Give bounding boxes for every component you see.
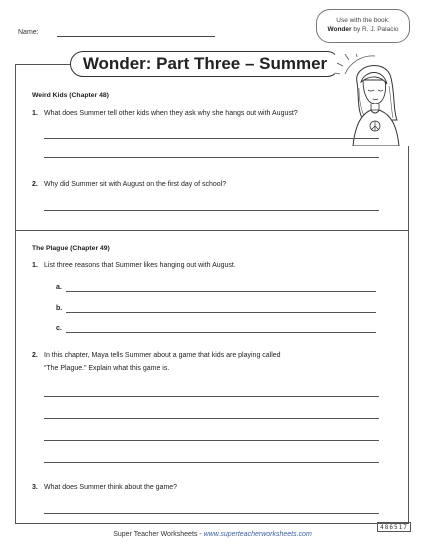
answer-line[interactable] [44, 157, 379, 158]
answer-line[interactable] [44, 396, 379, 397]
question-2-3 [32, 484, 177, 491]
book-info-line2 [317, 25, 409, 34]
answer-line[interactable] [44, 418, 379, 419]
question-2-1 [32, 262, 236, 269]
book-info-line1: Use with the book: [336, 17, 390, 24]
section-divider [15, 230, 409, 231]
question-1-2 [32, 181, 226, 188]
question-1-1 [32, 110, 298, 117]
question-number: 1. [32, 110, 38, 117]
worksheet-code: 486517 [377, 522, 411, 532]
section-heading-the-plague: The Plague (Chapter 49) [32, 245, 110, 252]
name-field-line[interactable] [57, 36, 215, 37]
sub-label-b: b. [56, 305, 63, 312]
book-title: Wonder [327, 26, 352, 33]
question-number: 2. [32, 181, 38, 188]
answer-line[interactable] [44, 462, 379, 463]
answer-line[interactable] [66, 291, 376, 292]
footer [0, 531, 425, 538]
answer-line[interactable] [44, 138, 379, 139]
answer-line[interactable] [66, 332, 376, 333]
footer-url-link[interactable]: www.superteacherworksheets.com [203, 531, 312, 538]
question-text: Why did Summer sit with August on the first day of school? [44, 181, 227, 188]
sub-label-c: c. [56, 325, 62, 332]
girl-illustration-icon [335, 54, 413, 146]
question-text: What does Summer think about the game? [44, 484, 178, 491]
question-2-2 [32, 352, 281, 359]
section-heading-weird-kids: Weird Kids (Chapter 48) [32, 92, 109, 99]
sub-label-a: a. [56, 284, 62, 291]
book-author: by R. J. Palacio [353, 26, 399, 33]
name-label: Name: [18, 29, 39, 36]
question-text: In this chapter, Maya tells Summer about a game that kids are playing called [44, 352, 281, 359]
book-info-box [316, 9, 410, 43]
question-text: List three reasons that Summer likes hanging out with August. [44, 262, 236, 269]
answer-line[interactable] [44, 210, 379, 211]
answer-line[interactable] [44, 440, 379, 441]
question-number: 1. [32, 262, 38, 269]
question-number: 3. [32, 484, 38, 491]
question-number: 2. [32, 352, 38, 359]
footer-prefix: Super Teacher Worksheets - [113, 531, 204, 538]
answer-line[interactable] [66, 312, 376, 313]
answer-line[interactable] [44, 513, 379, 514]
question-2-2-continued: “The Plague.” Explain what this game is. [44, 365, 170, 372]
question-text: What does Summer tell other kids when they ask why she hangs out with August? [44, 110, 298, 117]
worksheet-title: Wonder: Part Three – Summer [70, 51, 340, 77]
